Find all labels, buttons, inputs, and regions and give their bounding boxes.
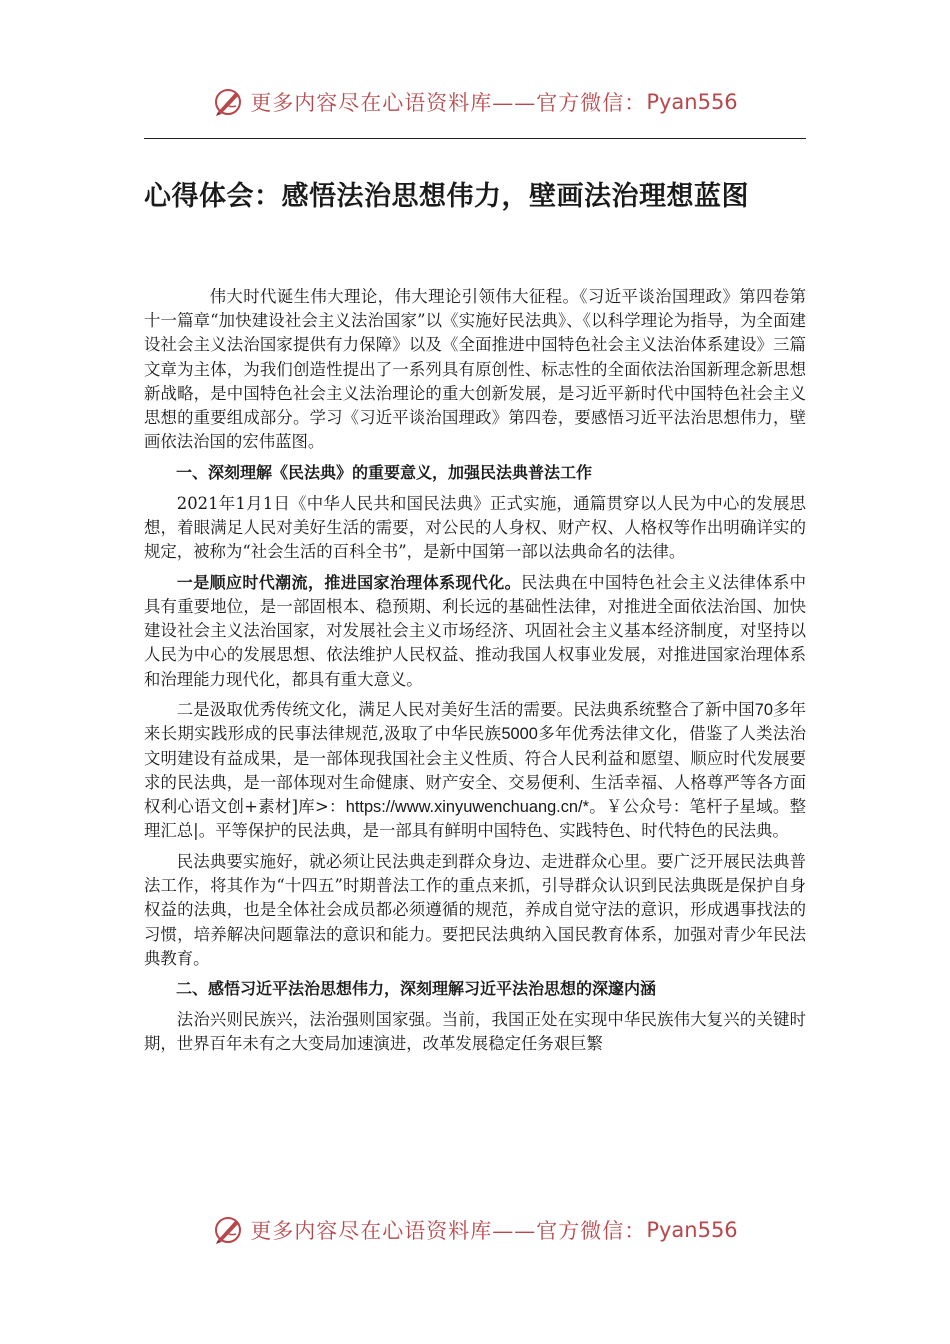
pen-logo-icon — [212, 1214, 244, 1246]
paragraph-text: 二是汲取优秀传统文化，满足人民对美好生活的需要。民法典系统整合了新中国 — [176, 700, 755, 720]
footer-banner — [0, 1208, 950, 1252]
paragraph-text: 。￥公众号：笔杆子星域。整理汇总|。平等保护的民法典，是一部具有鲜明中国特色、实践特色、时代特色的民法典。 — [144, 797, 806, 841]
banner-text: 更多内容尽在心语资料库——官方微信： — [250, 1219, 647, 1243]
source-url: https://www.xinyuwenchuang.cn/* — [345, 798, 589, 817]
header-banner — [0, 80, 950, 124]
paragraph-text: 多年来长期实践形成的民事法律规范,汲取了中华民族 — [144, 700, 807, 744]
banner-contact: Pyan556 — [646, 1218, 738, 1242]
paragraph-text: 多年优秀法律文化，借鉴了人类法治文明建设有益成果，是一部体现我国社会主义性质、符合人民利益和愿望、顺应时代发展要求的民法典，是一部体现对生命健康、财产安全、交易便利、生活幸福、人格尊严等各方面权利心语文创+素材]库>： — [144, 724, 806, 817]
paragraph-text: 民法典在中国特色社会主义法律体系中具有重要地位，是一部固根本、稳预期、利长远的基础性法律，对推进全面依法治国、加快建设社会主义法治国家，对发展社会主义市场经济、巩固社会主义基本经济制度，对坚持以人民为中心的发展思想、依法维护人民权益、推动我国人权事业发展，对推进国家治理体系和治理能力现代化，都具有重大意义。 — [144, 572, 806, 689]
paragraph-intro: 伟大时代诞生伟大理论，伟大理论引领伟大征程。《习近平谈治国理政》第四卷第十一篇章“加快建设社会主义法治国家”以《实施好民法典》、《以科学理论为指导，为全面建设社会主义法治国家提供有力保障》以及《全面推进中国特色社会主义法治体系建设》三篇文章为主体，为我们创造性提出了一系列具有原创性、标志性的全面依法治国新理念新思想新战略，是中国特色社会主义法治理论的重大创新发展，是习近平新时代中国特色社会主义思想的重要组成部分。学习《习近平谈治国理政》第四卷，要感悟习近平法治思想伟力，壁画依法治国的宏伟蓝图。 — [144, 287, 806, 452]
paragraph-point-two — [144, 698, 806, 843]
paragraph-rule-of-law: 法治兴则民族兴，法治强则国家强。当前，我国正处在实现中华民族伟大复兴的关键时期，世界百年未有之大变局加速演进，改革发展稳定任务艰巨繁 — [144, 1010, 806, 1054]
pen-logo-icon — [212, 86, 244, 118]
section-heading-2: 二、感悟习近平法治思想伟力，深刻理解习近平法治思想的深邃内涵 — [176, 979, 657, 999]
document-title: 心得体会：感悟法治思想伟力，壁画法治理想蓝图 — [144, 181, 749, 212]
banner-text: 更多内容尽在心语资料库——官方微信： — [250, 91, 647, 115]
document-body — [144, 285, 806, 1063]
number-text: 70 — [754, 701, 773, 720]
paragraph-point-one — [144, 571, 806, 692]
header-rule — [144, 138, 806, 139]
paragraph-lead: 一是顺应时代潮流，推进国家治理体系现代化。 — [176, 572, 522, 592]
section-heading-1: 一、深刻理解《民法典》的重要意义，加强民法典普法工作 — [176, 462, 593, 482]
banner-contact: Pyan556 — [646, 90, 738, 114]
paragraph-civil-code-intro: 2021年1月1日《中华人民共和国民法典》正式实施，通篇贯穿以人民为中心的发展思想，着眼满足人民对美好生活的需要，对公民的人身权、财产权、人格权等作出明确详实的规定，被称为“社会生活的百科全书”，是新中国第一部以法典命名的法律。 — [144, 493, 806, 562]
paragraph-popularization: 民法典要实施好，就必须让民法典走到群众身边、走进群众心里。要广泛开展民法典普法工作，将其作为“十四五”时期普法工作的重点来抓，引导群众认识到民法典既是保护自身权益的法典，也是全体社会成员都必须遵循的规范，养成自觉守法的意识，形成遇事找法的习惯，培养解决问题靠法的意识和能力。要把民法典纳入国民教育体系，加强对青少年民法典教育。 — [144, 851, 806, 968]
number-text: 5000 — [501, 725, 538, 744]
